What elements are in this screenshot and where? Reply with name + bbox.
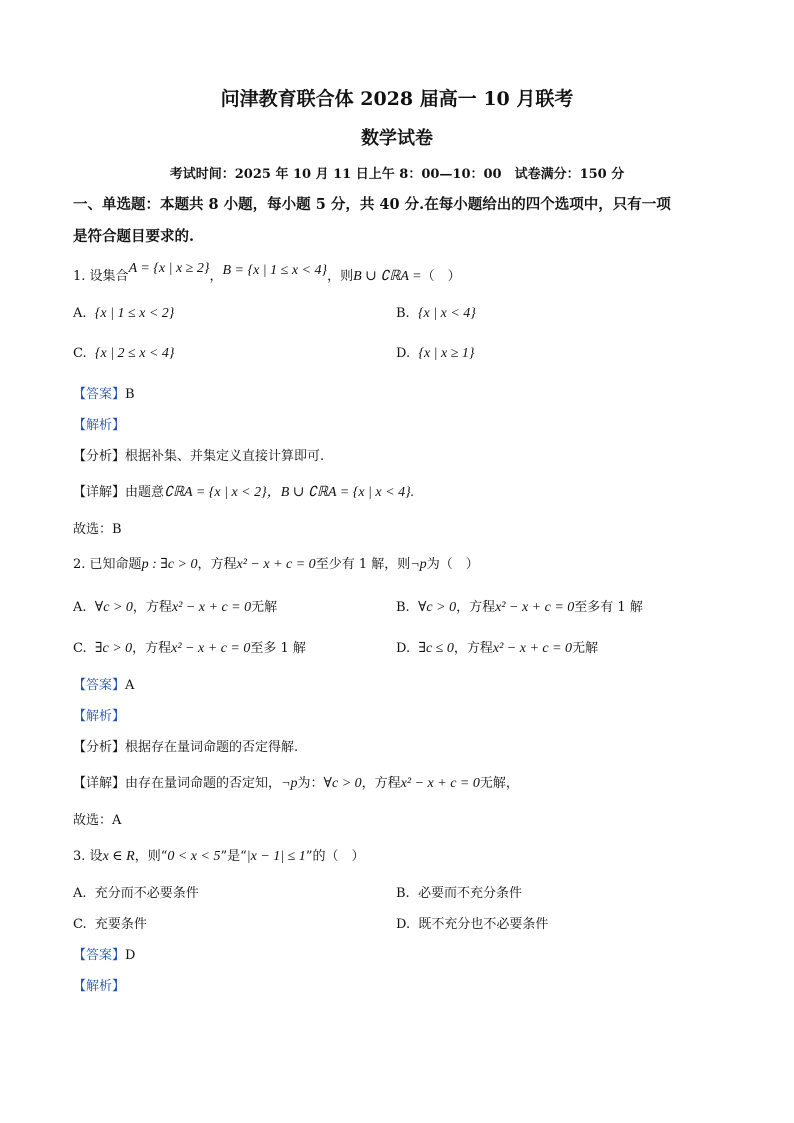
analysis-tag: 解析 xyxy=(86,418,113,433)
detail-math: ∁ℝA = {x | x < 2}，B ∪ ∁ℝA = {x | x < 4}. xyxy=(164,485,415,500)
q1-option-d xyxy=(396,346,475,362)
question-number: 2. xyxy=(73,557,90,572)
q2-option-d xyxy=(396,637,598,657)
option-label: B. xyxy=(396,600,410,615)
choice-prefix: 故选： xyxy=(73,813,113,828)
option-math: {x | x < 4} xyxy=(417,306,476,321)
stem-text: ，则 xyxy=(327,269,354,284)
stem-text: ，则“ xyxy=(134,849,168,864)
answer-paren: （ ） xyxy=(421,269,461,284)
exam-subject: 数学试卷 xyxy=(361,128,433,149)
q1-option-b xyxy=(396,306,476,322)
choice-value: A xyxy=(112,813,122,828)
stem-text: ，方程 xyxy=(197,557,237,572)
stem-text: ”是“ xyxy=(220,849,247,864)
stem-text: ”的（ ） xyxy=(305,849,365,864)
proposition-math: p : ∃c > 0 xyxy=(141,557,198,572)
option-math: {x | 2 ≤ x < 4} xyxy=(94,346,175,361)
detail-text: 为： xyxy=(297,776,324,791)
detail-text: 由题意 xyxy=(125,485,165,500)
option-label: C. xyxy=(73,917,87,932)
q3-option-d xyxy=(396,913,548,932)
answer-value: D xyxy=(125,948,136,963)
stem-text: 为（ ） xyxy=(426,557,479,572)
comma: ， xyxy=(209,269,223,284)
option-label: D. xyxy=(396,346,411,361)
q3-analysis-tag: 【解析】 xyxy=(73,979,126,994)
condition-math: 0 < x < 5 xyxy=(167,849,221,864)
equation-math: x² − x + c = 0 xyxy=(236,557,316,572)
option-label: D. xyxy=(396,641,411,656)
option-text: 至多 1 解 xyxy=(250,641,306,656)
q2-answer: 【答案】A xyxy=(73,678,135,693)
option-text: 必要而不充分条件 xyxy=(417,886,522,901)
question-1-stem xyxy=(73,261,461,285)
question-number: 3. xyxy=(73,849,90,864)
q1-choice xyxy=(73,518,122,537)
option-text: ，方程 xyxy=(132,641,172,656)
analysis-tag: 解析 xyxy=(86,709,113,724)
quantifier-math: ∃c > 0 xyxy=(94,641,133,656)
q2-choice xyxy=(73,809,121,828)
option-text: 至多有 1 解 xyxy=(574,600,643,615)
q3-option-b xyxy=(396,882,522,901)
set-b-math: B = {x | 1 ≤ x < 4} xyxy=(222,263,328,278)
detail-tag: 详解 xyxy=(86,485,113,500)
option-label: A. xyxy=(73,306,87,321)
question-number: 1. xyxy=(73,269,90,284)
stem-text: 至少有 1 解，则 xyxy=(315,557,411,572)
q1-fenxi: 【分析】根据补集、并集定义直接计算即可. xyxy=(73,449,325,464)
negation-math: ¬p xyxy=(281,776,298,791)
option-text: 无解 xyxy=(572,641,599,656)
stem-text: 已知命题 xyxy=(89,557,142,572)
q1-answer: 【答案】B xyxy=(73,387,135,402)
quantifier-math: ∃c ≤ 0 xyxy=(418,641,454,656)
q2-detail: 【详解】由存在量词命题的否定知，¬p为：∀c > 0，方程x² − x + c = 0无解， xyxy=(73,776,519,791)
exam-info: 考试时间：2025 年 10 月 11 日上午 8：00—10：00 试卷满分：150 分 xyxy=(169,167,625,182)
fenxi-text: 根据补集、并集定义直接计算即可. xyxy=(125,449,325,464)
answer-tag: 答案 xyxy=(86,948,113,963)
condition-math: |x − 1| ≤ 1 xyxy=(246,849,306,864)
choice-prefix: 故选： xyxy=(73,522,113,537)
option-math: {x | 1 ≤ x < 2} xyxy=(94,306,175,321)
option-text: 充要条件 xyxy=(94,917,147,932)
set-a-math: A = {x | x ≥ 2} xyxy=(128,261,210,276)
quantifier-math: ∀c > 0 xyxy=(417,600,457,615)
q2-option-a xyxy=(73,596,277,616)
negation-math: ¬p xyxy=(410,557,427,572)
stem-text: 设 xyxy=(89,849,103,864)
option-label: D. xyxy=(396,917,411,932)
stem-text: 设集合 xyxy=(89,269,129,284)
option-text: 充分而不必要条件 xyxy=(94,886,199,901)
equation-math: x² − x + c = 0 xyxy=(171,641,251,656)
fenxi-text: 根据存在量词命题的否定得解. xyxy=(125,740,299,755)
domain-math: x ∈ R xyxy=(102,849,135,864)
answer-tag: 答案 xyxy=(86,387,113,402)
answer-value: A xyxy=(125,678,135,693)
q3-option-a xyxy=(73,882,199,901)
equation-math: x² − x + c = 0 xyxy=(492,641,573,656)
equation-math: x² − x + c = 0 xyxy=(495,600,575,615)
option-text: ，方程 xyxy=(132,600,172,615)
quantifier-math: ∀c > 0 xyxy=(94,600,133,615)
exam-title: 问津教育联合体 2028 届高一 10 月联考 xyxy=(220,88,574,110)
section-heading-line1: 一、单选题：本题共 8 小题，每小题 5 分，共 40 分.在每小题给出的四个选项中，只有一项 xyxy=(73,196,671,213)
q1-option-c xyxy=(73,346,175,362)
question-2-stem xyxy=(73,553,479,573)
q2-option-b xyxy=(396,596,643,616)
option-label: B. xyxy=(396,886,410,901)
detail-tag: 详解 xyxy=(86,776,113,791)
option-label: C. xyxy=(73,641,87,656)
question-3-stem xyxy=(73,845,364,865)
option-text: 既不充分也不必要条件 xyxy=(418,917,549,932)
choice-value: B xyxy=(112,522,122,537)
detail-text: 无解， xyxy=(479,776,519,791)
equation-math: x² − x + c = 0 xyxy=(400,776,480,791)
q1-analysis-tag: 【解析】 xyxy=(73,418,126,433)
q2-analysis-tag: 【解析】 xyxy=(73,709,126,724)
fenxi-tag: 分析 xyxy=(86,740,113,755)
option-label: A. xyxy=(73,600,87,615)
q3-option-c xyxy=(73,913,147,932)
option-text: 无解 xyxy=(251,600,278,615)
option-text: ，方程 xyxy=(456,600,496,615)
detail-text: ，方程 xyxy=(361,776,401,791)
detail-text: 由存在量词命题的否定知， xyxy=(125,776,282,791)
option-label: C. xyxy=(73,346,87,361)
fenxi-tag: 分析 xyxy=(86,449,113,464)
union-expression: B ∪ ∁ℝA = xyxy=(353,269,422,284)
quantifier-math: ∀c > 0 xyxy=(323,776,362,791)
section-heading-line2: 是符合题目要求的. xyxy=(73,228,195,245)
option-label: B. xyxy=(396,306,410,321)
option-text: ，方程 xyxy=(453,641,493,656)
q1-detail: 【详解】由题意∁ℝA = {x | x < 2}，B ∪ ∁ℝA = {x | x < 4}. xyxy=(73,485,415,500)
q2-option-c xyxy=(73,637,306,657)
q3-answer: 【答案】D xyxy=(73,948,136,963)
q2-fenxi: 【分析】根据存在量词命题的否定得解. xyxy=(73,740,299,755)
option-math: {x | x ≥ 1} xyxy=(418,346,475,361)
q1-option-a xyxy=(73,306,174,322)
analysis-tag: 解析 xyxy=(86,979,113,994)
answer-tag: 答案 xyxy=(86,678,113,693)
answer-value: B xyxy=(125,387,135,402)
equation-math: x² − x + c = 0 xyxy=(171,600,252,615)
option-label: A. xyxy=(73,886,87,901)
